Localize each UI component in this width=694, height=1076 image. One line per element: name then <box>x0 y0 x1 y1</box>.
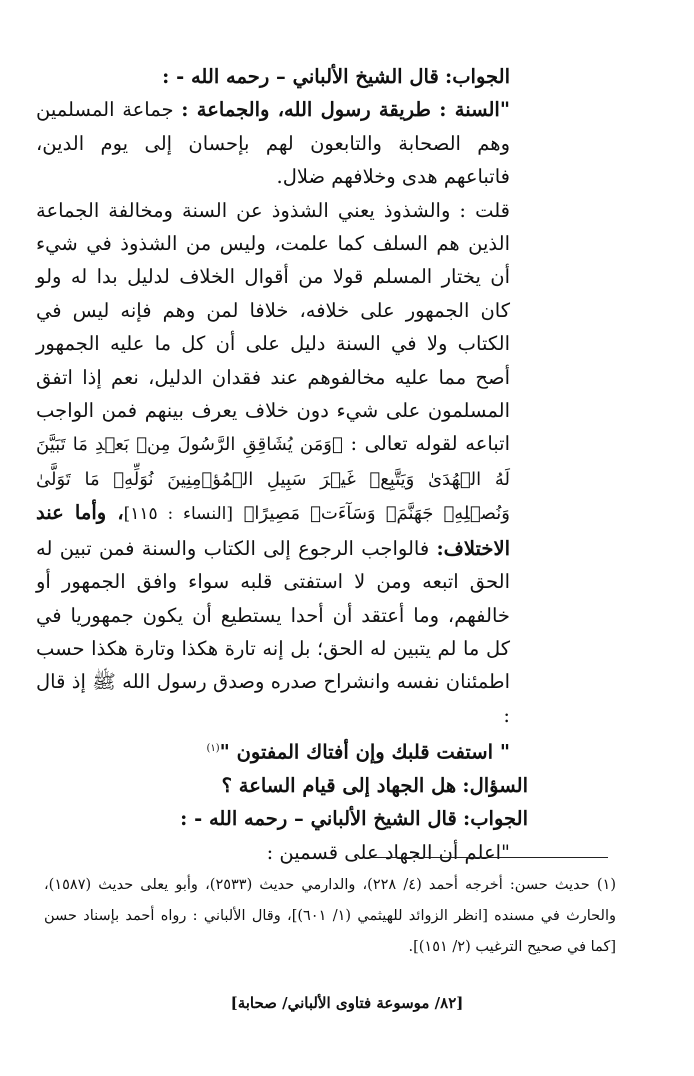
answer-attribution-2: قال الشيخ الألباني – رحمه الله - : <box>180 807 457 831</box>
sunna-definition-label: "السنة : طريقة رسول الله، والجماعة : <box>181 98 510 122</box>
quran-close-bracket: ﴾ <box>243 503 255 525</box>
commentary-paragraph <box>36 194 568 733</box>
question-text: هل الجهاد إلى قيام الساعة ؟ <box>221 774 457 798</box>
answer-heading <box>36 60 568 93</box>
footnote: (١) حديث حسن: أخرجه أحمد (٤/ ٢٢٨)، والدارمي حديث (٢٥٣٣)، وأبو يعلى حديث (١٥٨٧)، والحارث في مسنده [انظر الزوائد للهيثمي (١/ ٦٠١)]، وقال الألباني : رواه أحمد بإسناد حسن [كما في صحيح الترغيب (٢/ ١٥١)]. <box>44 877 616 955</box>
ikhtilaf-label: ، وأما عند الاختلاف: <box>36 501 510 560</box>
answer-label-2: الجواب: <box>463 807 528 831</box>
question-heading <box>36 769 568 802</box>
jihad-intro-text: "اعلم أن الجهاد على قسمين : <box>266 840 510 864</box>
quran-open-bracket: ﴿ <box>331 434 343 456</box>
sunna-paragraph <box>36 93 568 193</box>
footnote-marker: (١) <box>206 743 220 755</box>
hadith-line <box>36 732 568 769</box>
question-label: السؤال: <box>462 774 528 798</box>
commentary-text: قلت : والشذوذ يعني الشذوذ عن السنة ومخالفة الجماعة الذين هم السلف كما علمت، وليس من الشذوذ في شيء أن يختار المسلم قولا من أقوال الخلاف لدليل بدا له ولو كان الجمهور على خلافه، خلافا لمن وهم فإنه ليس في الكتاب ولا في السنة دليل على أن كل ما عليه الجمهور أصح مما عليه مخالفوهم عند فقدان الدليل، نعم إذا اتفق المسلمون على شيء دون خلاف يعرف بينهم فمن الواجب اتباعه لقوله تعالى : <box>36 198 511 456</box>
hadith-text: " استفت قلبك وإن أفتاك المفتون " <box>219 740 510 764</box>
answer-label: الجواب: <box>445 65 510 88</box>
page-folio: [٨٢/ موسوعة فتاوى الألباني/ صحابة] <box>230 994 464 1012</box>
footnote-separator <box>368 857 608 858</box>
sunna-definition-text: جماعة المسلمين وهم الصحابة والتابعون لهم بإحسان إلى يوم الدين، فاتباعهم هدى وخلافهم ضلال. <box>36 98 510 189</box>
answer-heading-2 <box>36 802 568 835</box>
ikhtilaf-text: فالواجب الرجوع إلى الكتاب والسنة فمن تبين له الحق اتبعه ومن لا استفتى قلبه سواء وافق الجمهور أو خالفهم، وما أعتقد أن أحدا يستطيع أن يكون جمهوريا في كل ما لم يتبين له الحق؛ بل إنه تارة هكذا وتارة هكذا حسب اطمئنان نفسه وانشراح صدره وصدق رسول الله ﷺ إذ قال : <box>36 536 510 727</box>
answer-attribution: قال الشيخ الألباني – رحمه الله - : <box>162 65 439 88</box>
jihad-intro-line <box>36 836 568 869</box>
quran-reference: [النساء : ١١٥] <box>123 504 233 525</box>
main-text <box>36 60 568 869</box>
quran-verse: وَمَن يُشَاقِقِ الرَّسُولَ مِنۢ بَعۡدِ مَا تَبَيَّنَ لَهُ الۡهُدَىٰ وَيَتَّبِعۡ غَيۡرَ سَبِيلِ الۡمُؤۡمِنِينَ نُوَلِّهِۦ مَا تَوَلَّىٰ وَنُصۡلِهِۦ جَهَنَّمَۖ وَسَآءَتۡ مَصِيرًا <box>36 434 510 525</box>
